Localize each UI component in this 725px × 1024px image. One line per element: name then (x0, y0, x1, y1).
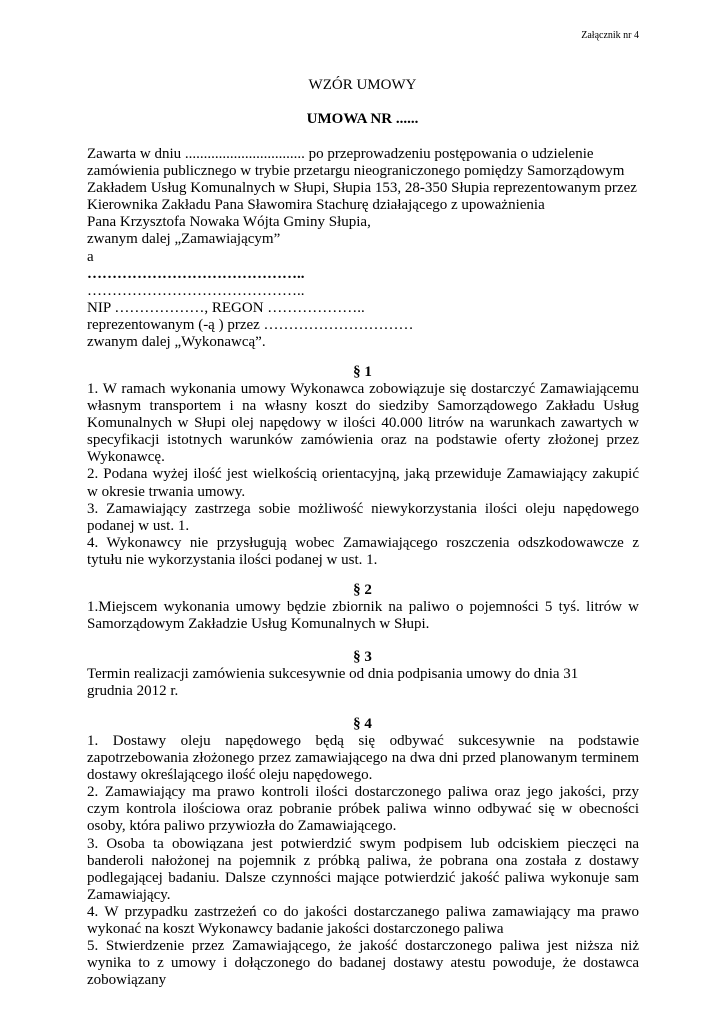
intro-line: Kierownika Zakładu Pana Sławomira Stachurę działającego z upoważnienia (87, 197, 545, 214)
intro-line: zamówienia publicznego w trybie przetargu nieograniczonego pomiędzy Samorządowym (87, 163, 625, 180)
intro-line: reprezentowanym (-ą ) przez ………………………… (87, 316, 414, 333)
paragraph: 1.Miejscem wykonania umowy będzie zbiornik na paliwo o pojemności 5 tyś. litrów w Samorządowym Zakładzie Usług Komunalnych w Słupi. (87, 599, 639, 633)
paragraph: 2. Podana wyżej ilość jest wielkością orientacyjną, jaką przewiduje Zamawiający zakupić w okresie trwania umowy. (87, 466, 639, 500)
paragraph: Termin realizacji zamówienia sukcesywnie od dnia podpisania umowy do dnia 31 grudnia 2012 r. (87, 666, 579, 700)
nip-regon-line: NIP ………………, REGON ……………….. (87, 299, 365, 316)
paragraph: 5. Stwierdzenie przez Zamawiającego, że jakość dostarczonego paliwa jest niższa niż wynika to z umowy i dołączonego do badanej dostawy atestu powoduje, że dostawca zobowiązany (87, 938, 639, 989)
section-4-body (87, 733, 639, 989)
intro-line: zwanym dalej „Wykonawcą”. (87, 334, 266, 351)
intro-line: Zakładem Usług Komunalnych w Słupi, Słupia 153, 28-350 Słupia reprezentowanym przez (87, 180, 637, 197)
section-heading: § 1 (353, 364, 372, 380)
intro-line: Zawarta w dniu ................................ po przeprowadzeniu postępowania o udzielenie (87, 146, 594, 162)
section-3-body (87, 666, 627, 700)
section-heading: § 2 (353, 582, 372, 598)
paragraph: 1. W ramach wykonania umowy Wykonawca zobowiązuje się dostarczyć Zamawiającemu własnym transportem i na własny koszt do siedziby Samorządowego Zakładu Usług Komunalnych w Słupi olej napędowy w ilości 40.000 litrów na warunkach zawartych w specyfikacji istotnych warunków zamówienia oraz na podstawie oferty złożonej przez Wykonawcę. (87, 381, 639, 466)
paragraph: 4. W przypadku zastrzeżeń co do jakości dostarczanego paliwa zamawiający ma prawo wykonać na koszt Wykonawcy badanie jakości dostarczonego paliwa (87, 903, 639, 938)
paragraph: 2. Zamawiający ma prawo kontroli ilości dostarczonego paliwa oraz jego jakości, przy czym kontrola ilościowa oraz pobranie próbek paliwa winno odbywać się w obecności osoby, która paliwo przywiozła do Zamawiającego. (87, 784, 639, 835)
intro-line: …………………………………….. (87, 282, 305, 299)
intro-line: a (87, 248, 94, 265)
contractor-name-placeholder: …………………………………….. (87, 265, 305, 282)
paragraph: 4. Wykonawcy nie przysługują wobec Zamawiającego roszczenia odszkodowawcze z tytułu nie wykorzystania ilości podanej w ust. 1. (87, 534, 639, 568)
contract-parties (87, 146, 639, 351)
annex-label: Załącznik nr 4 (581, 30, 639, 41)
paragraph: 3. Osoba ta obowiązana jest potwierdzić swym podpisem lub odciskiem pieczęci na banderoli nałożonej na pojemnik z próbką paliwa, że pobrana ona została z dostawy podlegającej badaniu. Dalsze czynności mające potwierdzić jakość paliwa wykonuje sam Zamawiający. (87, 835, 639, 903)
paragraph: 1. Dostawy oleju napędowego będą się odbywać sukcesywnie na podstawie zapotrzebowania złożonego przez zamawiającego na dwa dni przed planowanym terminem dostawy określającego ilość oleju napędowego. (87, 733, 639, 784)
section-1-body (87, 381, 639, 569)
section-heading: § 3 (353, 649, 372, 665)
section-2-body (87, 599, 639, 633)
document-title: WZÓR UMOWY (308, 77, 417, 93)
intro-line: zwanym dalej „Zamawiającym” (87, 231, 281, 248)
paragraph: 3. Zamawiający zastrzega sobie możliwość niewykorzystania ilości oleju napędowego podanej w ust. 1. (87, 500, 639, 534)
section-heading: § 4 (353, 716, 372, 732)
contract-number: UMOWA NR ...... (306, 111, 419, 127)
intro-line: Pana Krzysztofa Nowaka Wójta Gminy Słupia, (87, 214, 371, 231)
